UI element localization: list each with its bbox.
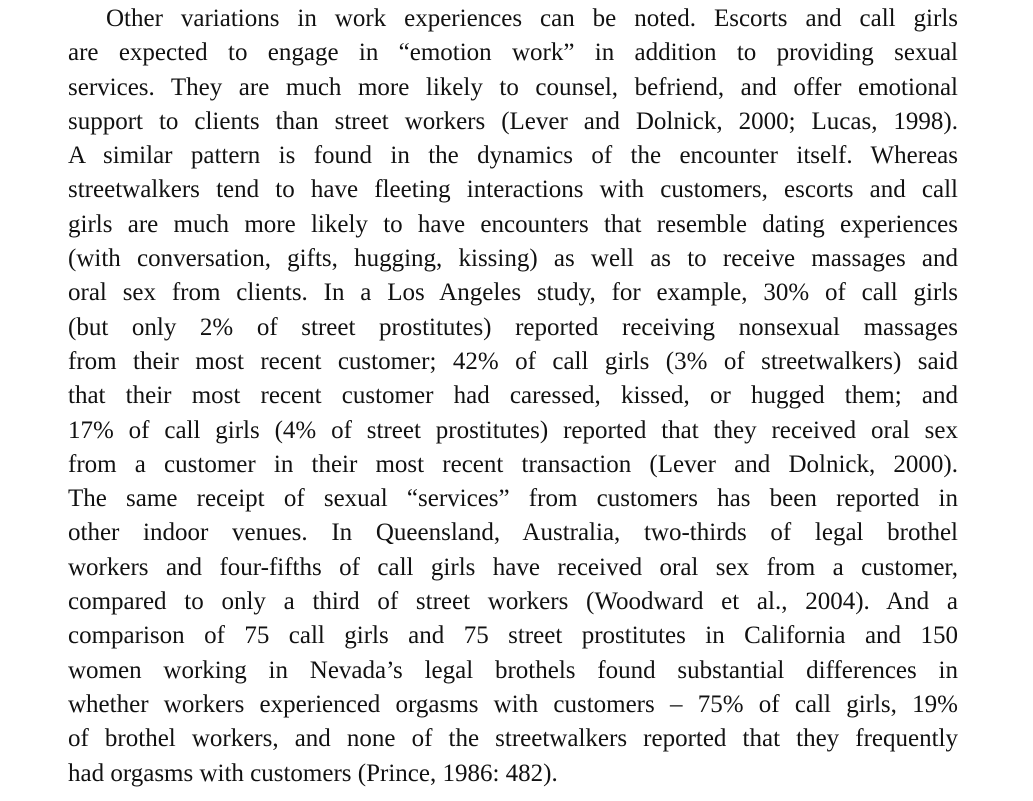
paragraph-line: compared to only a third of street workers (Woodward et al., 2004). And a [68, 588, 958, 616]
paragraph-line: comparison of 75 call girls and 75 street prostitutes in California and 150 [68, 622, 958, 650]
paragraph-line: support to clients than street workers (Lever and Dolnick, 2000; Lucas, 1998). [68, 107, 958, 135]
paragraph-line: Other variations in work experiences can be noted. Escorts and call girls [106, 5, 958, 32]
paragraph-line: are expected to engage in “emotion work” in addition to providing sexual [68, 39, 958, 67]
paragraph-line: that their most recent customer had caressed, kissed, or hugged them; and [68, 382, 958, 410]
paragraph-line: women working in Nevada’s legal brothels found substantial differences in [68, 656, 958, 684]
paragraph-line: (with conversation, gifts, hugging, kissing) as well as to receive massages and [68, 245, 958, 273]
paragraph-line: services. They are much more likely to counsel, befriend, and offer emotional [68, 73, 958, 101]
paragraph-line: girls are much more likely to have encounters that resemble dating experiences [68, 210, 958, 238]
paragraph-line: streetwalkers tend to have fleeting interactions with customers, escorts and call [68, 176, 958, 204]
paragraph-line: had orgasms with customers (Prince, 1986: 482). [68, 759, 558, 787]
cutoff-text-bottom [68, 790, 958, 801]
paragraph-line: (but only 2% of street prostitutes) reported receiving nonsexual massages [68, 313, 958, 341]
paragraph-line: A similar pattern is found in the dynamics of the encounter itself. Whereas [68, 142, 958, 170]
paragraph-line: workers and four-fifths of call girls have received oral sex from a customer, [68, 553, 958, 581]
paragraph-line: The same receipt of sexual “services” from customers has been reported in [68, 485, 958, 513]
paragraph-line: from a customer in their most recent transaction (Lever and Dolnick, 2000). [68, 450, 958, 478]
paragraph-line: from their most recent customer; 42% of call girls (3% of streetwalkers) said [68, 347, 958, 375]
paragraph-line: whether workers experienced orgasms with customers – 75% of call girls, 19% [68, 690, 958, 718]
paragraph-line: oral sex from clients. In a Los Angeles study, for example, 30% of call girls [68, 279, 958, 307]
paragraph-line: of brothel workers, and none of the streetwalkers reported that they frequently [68, 725, 958, 753]
paragraph-line: other indoor venues. In Queensland, Australia, two-thirds of legal brothel [68, 519, 958, 547]
body-paragraph [68, 2, 958, 791]
paragraph-line: 17% of call girls (4% of street prostitutes) reported that they received oral sex [68, 416, 958, 444]
